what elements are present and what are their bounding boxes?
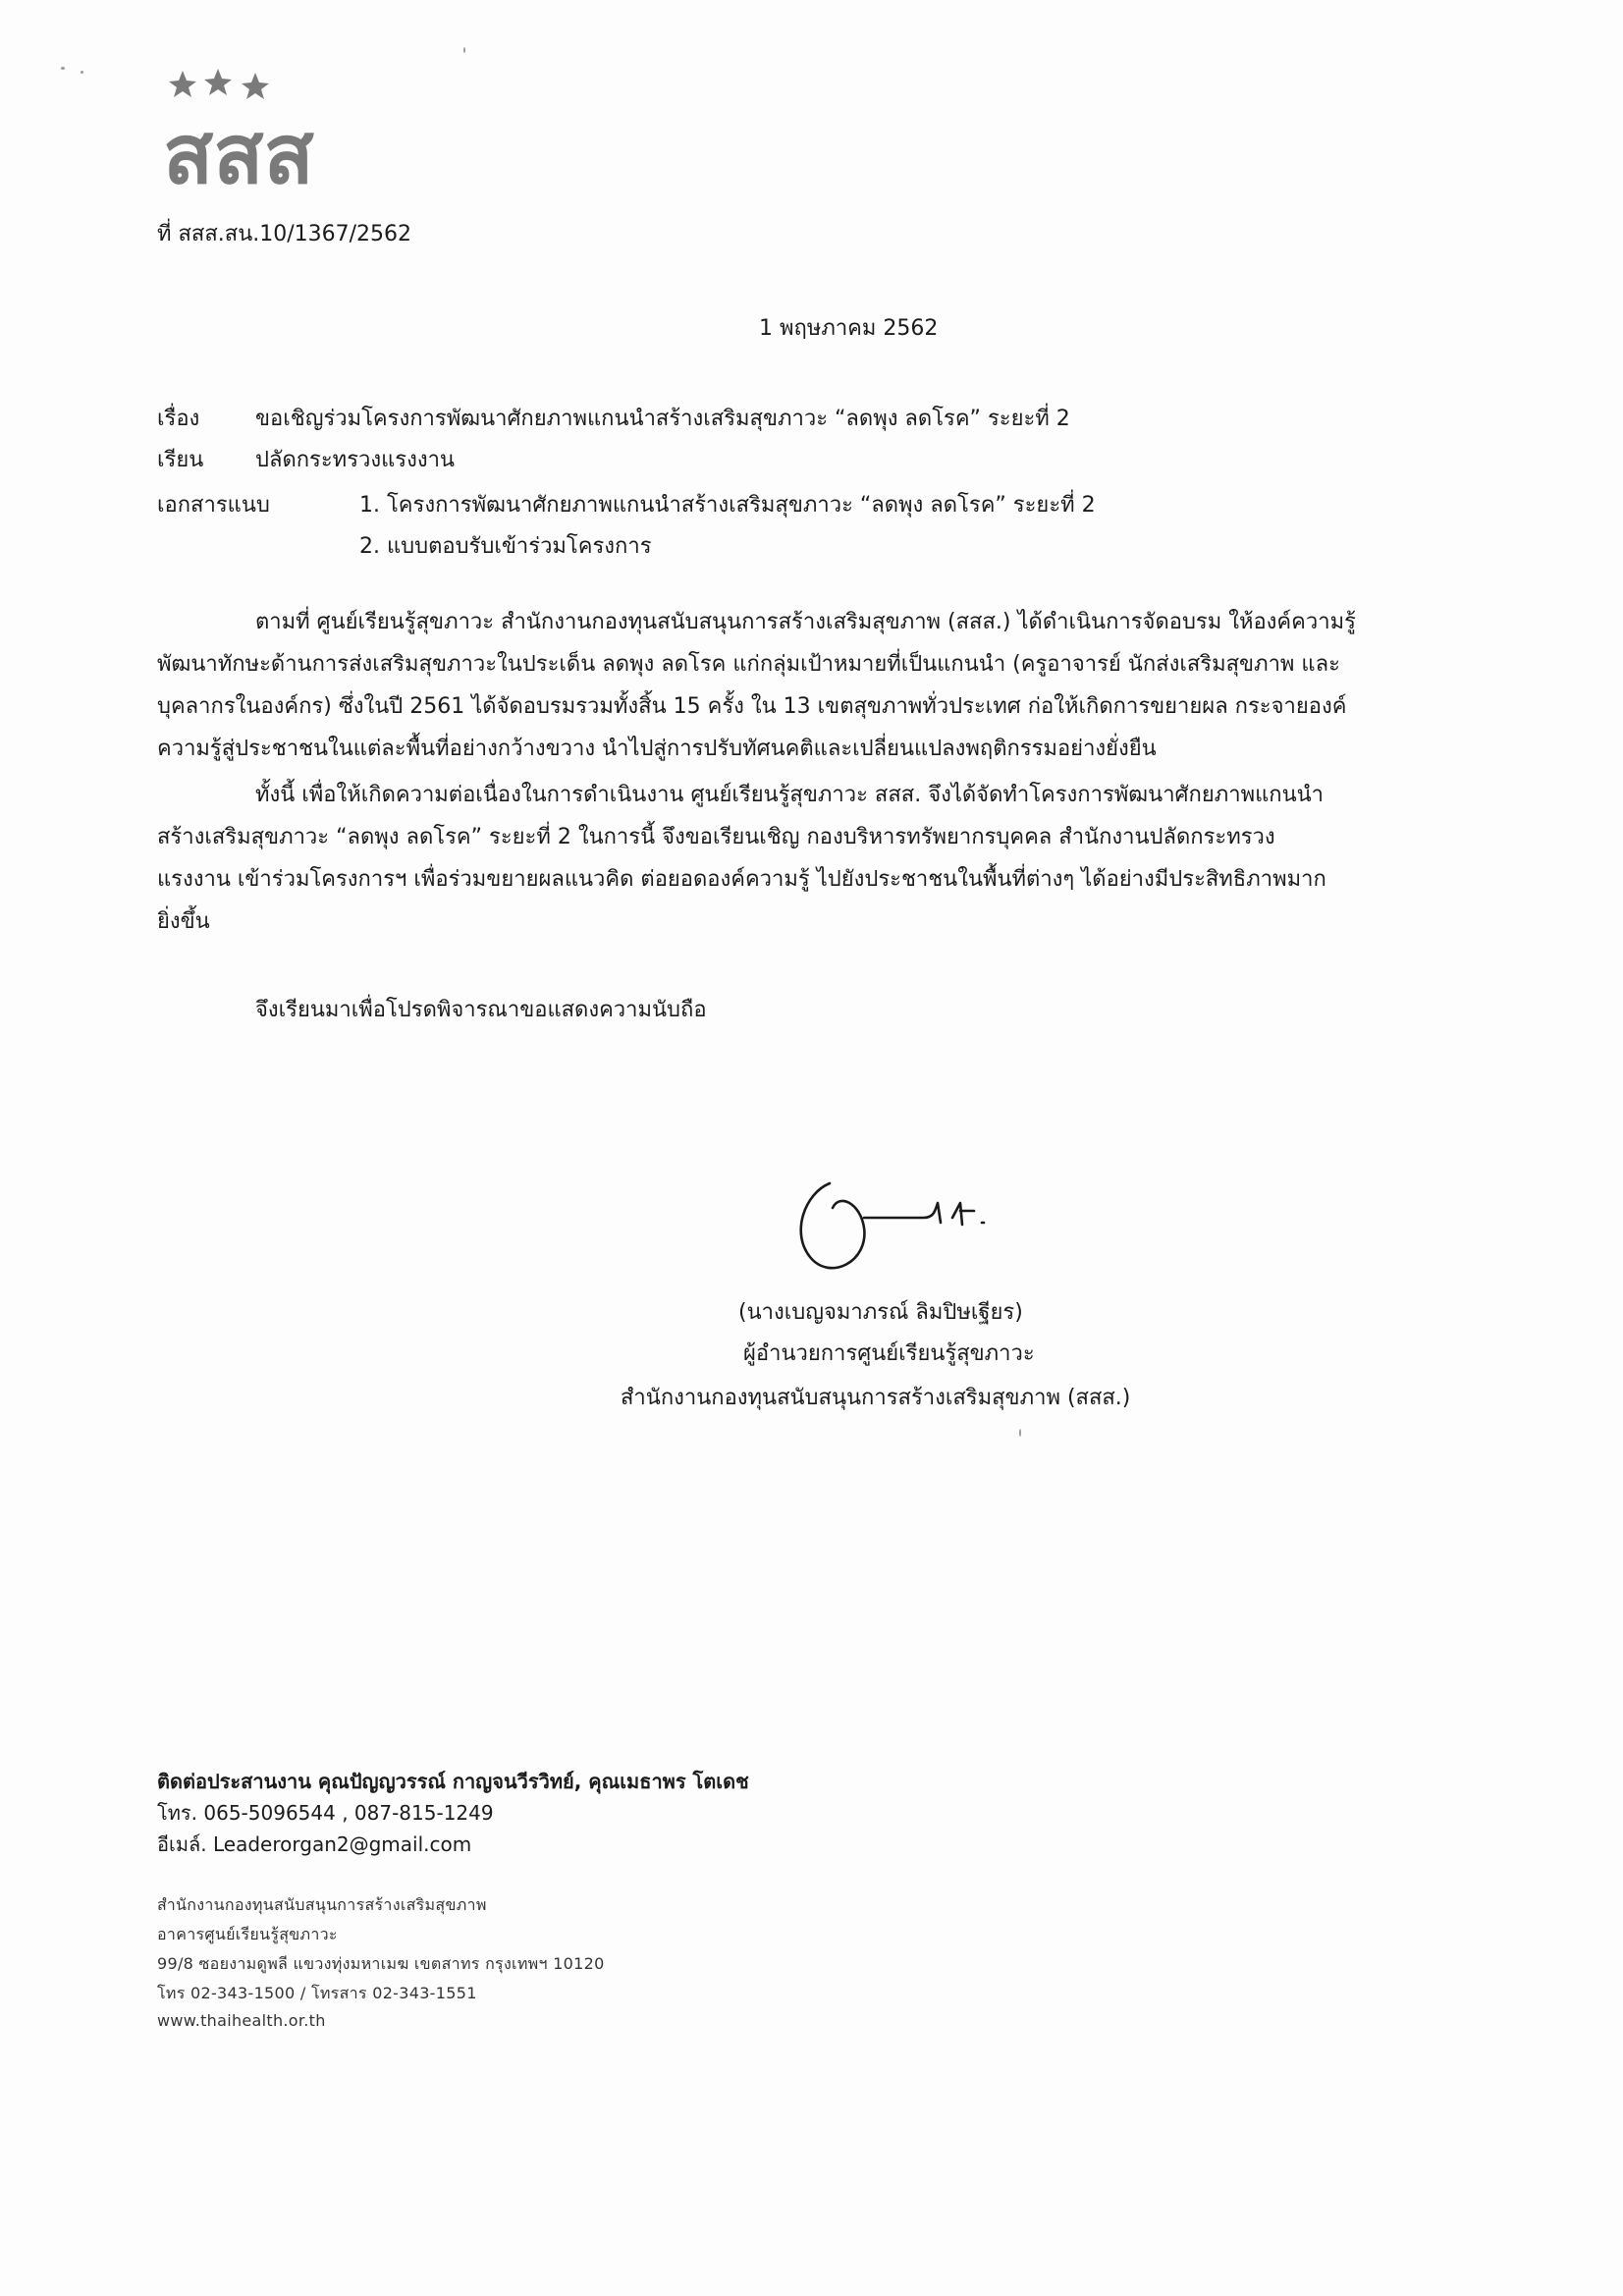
signatory-organization: สำนักงานกองทุนสนับสนุนการสร้างเสริมสุขภาพ (สสส.) [621, 1386, 1131, 1410]
subject-label: เรื่อง [157, 407, 200, 431]
paragraph-line: ความรู้สู่ประชาชนในแต่ละพื้นที่อย่างกว้างขวาง นำไปสู่การปรับทัศนคติและเปลี่ยนแปลงพฤติกรรมอย่างยั่งยืน [157, 737, 1157, 761]
closing-text: จึงเรียนมาเพื่อโปรดพิจารณาขอแสดงความนับถือ [255, 998, 707, 1022]
footer-phone: โทร 02-343-1500 / โทรสาร 02-343-1551 [157, 1984, 477, 2002]
letter-date: 1 พฤษภาคม 2562 [759, 316, 939, 341]
footer-building: อาคารศูนย์เรียนรู้สุขภาวะ [157, 1925, 338, 1943]
thaihealth-logo [157, 57, 383, 194]
scan-speck [81, 71, 83, 74]
contact-coordinator: ติดต่อประสานงาน คุณปัญญวรรณ์ กาญจนวีรวิทย์, คุณเมธาพร โตเดช [157, 1770, 749, 1793]
attachment-item: 2. แบบตอบรับเข้าร่วมโครงการ [359, 534, 652, 559]
subject-text: ขอเชิญร่วมโครงการพัฒนาศักยภาพแกนนำสร้างเสริมสุขภาวะ “ลดพุง ลดโรค” ระยะที่ 2 [255, 407, 1070, 431]
recipient-text: ปลัดกระทรวงแรงงาน [255, 448, 455, 472]
contact-email: อีเมล์. Leaderorgan2@gmail.com [157, 1832, 472, 1856]
attachment-item: 1. โครงการพัฒนาศักยภาพแกนนำสร้างเสริมสุขภาวะ “ลดพุง ลดโรค” ระยะที่ 2 [359, 493, 1096, 518]
signatory-name: (นางเบญจมาภรณ์ ลิมปิษเฐียร) [738, 1300, 1023, 1325]
contact-phone: โทร. 065-5096544 , 087-815-1249 [157, 1801, 494, 1825]
paragraph-line: พัฒนาทักษะด้านการส่งเสริมสุขภาวะในประเด็น ลดพุง ลดโรค แก่กลุ่มเป้าหมายที่เป็นแกนนำ (ครูอาจารย์ นักส่งเสริมสุขภาพ และ [157, 652, 1340, 677]
attachments-label: เอกสารแนบ [157, 493, 270, 518]
footer-org: สำนักงานกองทุนสนับสนุนการสร้างเสริมสุขภาพ [157, 1895, 487, 1914]
document-number: ที่ สสส.สน.10/1367/2562 [157, 222, 412, 246]
footer-website: www.thaihealth.or.th [157, 2011, 326, 2030]
paragraph-line: ทั้งนี้ เพื่อให้เกิดความต่อเนื่องในการดำเนินงาน ศูนย์เรียนรู้สุขภาวะ สสส. จึงได้จัดทำโครงการพัฒนาศักยภาพแกนนำ [255, 783, 1325, 807]
signatory-title: ผู้อำนวยการศูนย์เรียนรู้สุขภาวะ [743, 1341, 1035, 1366]
scan-speck [1019, 1429, 1021, 1437]
handwritten-signature [785, 1164, 1041, 1291]
paragraph-line: แรงงาน เข้าร่วมโครงการฯ เพื่อร่วมขยายผลแนวคิด ต่อยอดองค์ความรู้ ไปยังประชาชนในพื้นที่ต่างๆ ได้อย่างมีประสิทธิภาพมาก [157, 867, 1326, 892]
scan-speck [463, 47, 465, 53]
footer-address: 99/8 ซอยงามดูพลี แขวงทุ่งมหาเมฆ เขตสาทร กรุงเทพฯ 10120 [157, 1954, 605, 1973]
paragraph-line: ตามที่ ศูนย์เรียนรู้สุขภาวะ สำนักงานกองทุนสนับสนุนการสร้างเสริมสุขภาพ (สสส.) ได้ดำเนินการจัดอบรม ให้องค์ความรู้ [255, 610, 1356, 634]
scan-speck [61, 67, 65, 70]
logo-text: สสส [163, 106, 314, 194]
paragraph-line: บุคลากรในองค์กร) ซึ่งในปี 2561 ได้จัดอบรมรวมทั้งสิ้น 15 ครั้ง ใน 13 เขตสุขภาพทั่วประเทศ ก่อให้เกิดการขยายผล กระจายองค์ [157, 694, 1347, 719]
paragraph-line: ยิ่งขึ้น [157, 909, 210, 934]
body-paragraph-1 [157, 601, 1463, 770]
recipient-label: เรียน [157, 448, 204, 472]
signature-scribble-icon [785, 1164, 1041, 1291]
paragraph-line: สร้างเสริมสุขภาวะ “ลดพุง ลดโรค” ระยะที่ 2 ในการนี้ จึงขอเรียนเชิญ กองบริหารทรัพยากรบุคคล สำนักงานปลัดกระทรวง [157, 825, 1275, 849]
body-paragraph-2 [157, 774, 1463, 943]
three-stars-logo-icon [157, 57, 383, 194]
